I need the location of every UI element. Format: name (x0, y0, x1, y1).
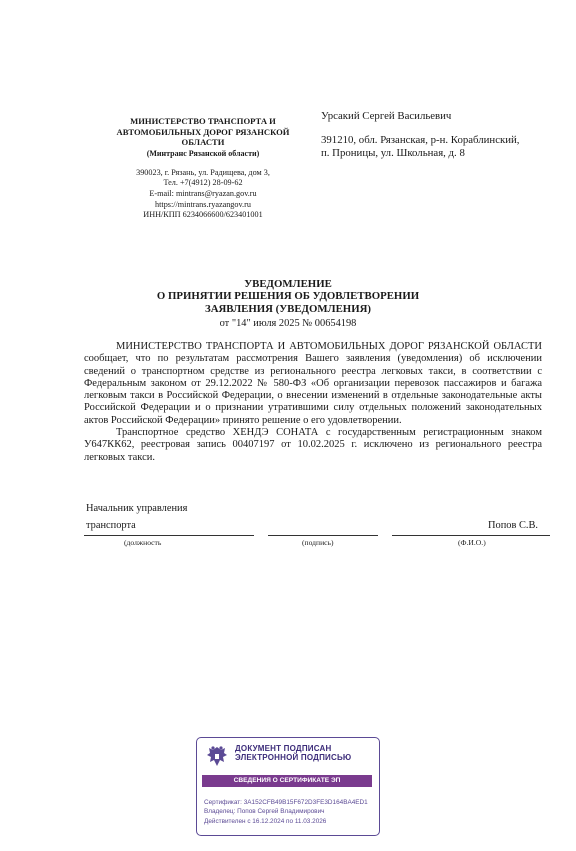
sender-org-line: ОБЛАСТИ (181, 137, 225, 148)
sender-inn-kpp: ИНН/КПП 6234066600/623401001 (143, 210, 263, 220)
body-paragraph: МИНИСТЕРСТВО ТРАНСПОРТА И АВТОМОБИЛЬНЫХ ДОРОГ РЯЗАНСКОЙ ОБЛАСТИ сообщает, что по результатам рассмотрения Вашего заявления (уведомления) об исключении сведений о транспортном средстве из регионального реестра легковых такси, в соответствии с Федеральным законом от 29.12.2022 № 580-ФЗ «Об организации перевозок пассажиров и багажа легковым такси в Российской Федерации, о внесении изменений в отдельные законодательные акты Российской Федерации и о признании утратившими силу отдельных положений законодательных актов Российской Федерации» принято решение о его удовлетворении. (84, 341, 542, 426)
body-paragraph: Транспортное средство ХЕНДЭ СОНАТА с государственным регистрационным знаком У647КК62, реестровая запись 00407197 от 10.02.2025 г. исключено из регионального реестра легковых такси. (84, 427, 542, 463)
stamp-title (235, 744, 375, 763)
sender-block (88, 116, 318, 221)
recipient-block (321, 110, 561, 160)
sender-address: 390023, г. Рязань, ул. Радищева, дом 3, (136, 167, 270, 177)
title-line: О ПРИНЯТИИ РЕШЕНИЯ ОБ УДОВЛЕТВОРЕНИИ (156, 290, 420, 303)
sender-website: https://mintrans.ryazangov.ru (155, 199, 251, 209)
signer-fio: Попов С.В. (488, 520, 539, 531)
recipient-address-line1: 391210, обл. Рязанская, р-н. Кораблинский, (321, 134, 520, 146)
title-line: ЗАЯВЛЕНИЯ (УВЕДОМЛЕНИЯ) (205, 302, 371, 315)
sender-org-line: МИНИСТЕРСТВО ТРАНСПОРТА И (130, 116, 276, 126)
stamp-details (204, 798, 376, 826)
stamp-certificate-header: СВЕДЕНИЯ О СЕРТИФИКАТЕ ЭП (202, 775, 372, 787)
caption-fio: (Ф.И.О.) (458, 538, 486, 547)
document-title (100, 278, 476, 315)
stamp-validity: Действителен с 16.12.2024 по 11.03.2026 (204, 817, 327, 825)
recipient-name: Урсакий Сергей Васильевич (321, 110, 452, 122)
signature-underline (268, 535, 378, 536)
fio-underline (392, 535, 550, 536)
sender-org-line: АВТОМОБИЛЬНЫХ ДОРОГ РЯЗАНСКОЙ (116, 126, 290, 137)
stamp-title-line: ЭЛЕКТРОННОЙ ПОДПИСЬЮ (235, 753, 352, 763)
signer-position-line1: Начальник управления (86, 503, 188, 514)
document-date-number: от "14" июля 2025 № 00654198 (219, 318, 357, 329)
position-underline (84, 535, 254, 536)
document-body (84, 341, 542, 464)
title-line: УВЕДОМЛЕНИЕ (244, 278, 332, 290)
electronic-signature-stamp (196, 737, 380, 836)
stamp-certificate: Сертификат: 3А152CFB49B15F672D3FE3D164BA4ED1 (204, 799, 368, 806)
caption-position: (должность (124, 538, 162, 547)
sender-email: E-mail: mintrans@ryazan.gov.ru (149, 188, 257, 198)
recipient-address-line2: п. Проницы, ул. Школьная, д. 8 (321, 147, 465, 159)
coat-of-arms-icon (204, 744, 230, 769)
signer-position-line2: транспорта (86, 520, 136, 531)
stamp-title-line: ДОКУМЕНТ ПОДПИСАН (235, 744, 332, 753)
sender-org-name (88, 116, 318, 148)
sender-contacts (88, 168, 318, 221)
stamp-owner: Владелец: Попов Сергей Владимирович (204, 808, 325, 816)
sender-phone: Тел. +7(4912) 28-09-62 (163, 178, 243, 188)
sender-short-name: (Минтранс Рязанской области) (146, 148, 260, 158)
caption-signature: (подпись) (302, 538, 334, 547)
